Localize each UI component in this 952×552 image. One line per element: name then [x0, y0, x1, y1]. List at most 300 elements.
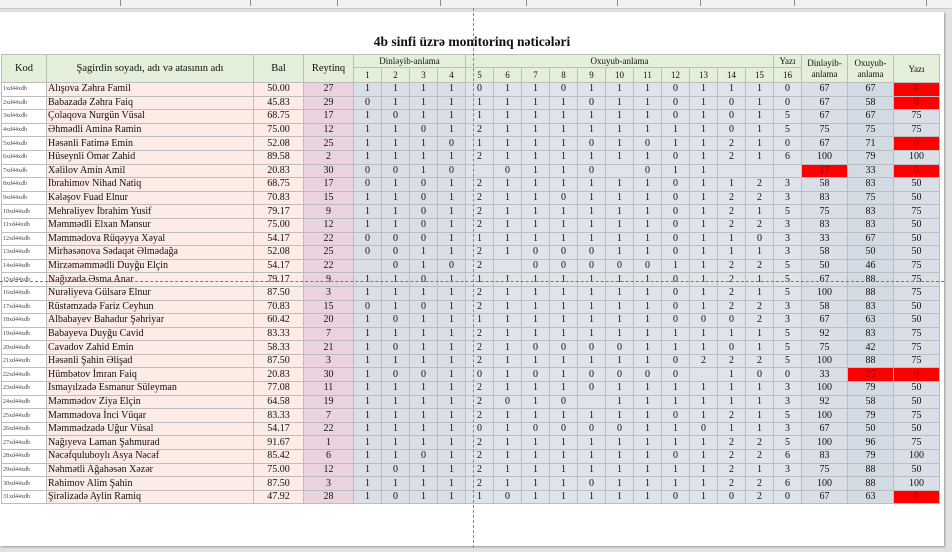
cell-question-3[interactable]: 0 — [410, 300, 438, 314]
cell-question-8[interactable]: 1 — [550, 110, 578, 124]
cell-question-10[interactable]: 0 — [606, 259, 634, 273]
cell-name[interactable]: Mirzəməmmədli Duyğu Elçin — [47, 259, 254, 273]
cell-question-14[interactable]: 1 — [718, 382, 746, 396]
cell-question-16[interactable]: 0 — [774, 368, 802, 382]
cell-kod[interactable]: 14xd44xdb — [2, 259, 47, 273]
cell-question-13[interactable]: 1 — [690, 382, 718, 396]
cell-question-11[interactable]: 1 — [634, 286, 662, 300]
cell-kod[interactable]: 24xd44xdb — [2, 395, 47, 409]
cell-reyting[interactable]: 11 — [304, 382, 354, 396]
cell-question-9[interactable]: 1 — [578, 490, 606, 504]
cell-reyting[interactable]: 12 — [304, 218, 354, 232]
cell-pct-reading[interactable]: 75 — [848, 123, 894, 137]
cell-name[interactable]: Hümbətov İmran Faiq — [47, 368, 254, 382]
cell-question-4[interactable]: 0 — [438, 137, 466, 151]
cell-kod[interactable]: 6xd44xdb — [2, 150, 47, 164]
cell-question-1[interactable]: 0 — [354, 246, 382, 260]
cell-kod[interactable]: 9xd44xdb — [2, 191, 47, 205]
header-question-11[interactable]: 11 — [634, 68, 662, 83]
cell-kod[interactable]: 25xd44xdb — [2, 409, 47, 423]
cell-question-1[interactable]: 1 — [354, 477, 382, 491]
cell-question-6[interactable]: 1 — [494, 218, 522, 232]
cell-pct-writing[interactable]: 0 — [894, 137, 940, 151]
cell-pct-reading[interactable]: 58 — [848, 395, 894, 409]
cell-question-10[interactable]: 1 — [606, 314, 634, 328]
cell-question-8[interactable]: 1 — [550, 178, 578, 192]
cell-name[interactable]: Şirəlizadə Aylin Ramiq — [47, 490, 254, 504]
cell-question-7[interactable]: 1 — [522, 150, 550, 164]
cell-question-7[interactable]: 1 — [522, 83, 550, 97]
cell-question-1[interactable]: 0 — [354, 232, 382, 246]
cell-question-4[interactable]: 1 — [438, 205, 466, 219]
cell-question-12[interactable]: 0 — [662, 368, 690, 382]
cell-pct-reading[interactable]: 46 — [848, 259, 894, 273]
cell-question-14[interactable]: 2 — [718, 300, 746, 314]
cell-question-11[interactable]: 1 — [634, 477, 662, 491]
cell-question-1[interactable]: 0 — [354, 164, 382, 178]
cell-question-5[interactable]: 2 — [466, 382, 494, 396]
cell-question-9[interactable]: 1 — [578, 286, 606, 300]
header-question-14[interactable]: 14 — [718, 68, 746, 83]
header-pct-reading[interactable]: Oxuyub-anlama — [848, 55, 894, 83]
cell-question-2[interactable]: 1 — [382, 382, 410, 396]
cell-kod[interactable]: 4xd44xdb — [2, 123, 47, 137]
cell-question-13[interactable]: 1 — [690, 327, 718, 341]
cell-question-12[interactable]: 1 — [662, 259, 690, 273]
cell-reyting[interactable]: 28 — [304, 490, 354, 504]
cell-question-3[interactable]: 1 — [410, 137, 438, 151]
cell-question-7[interactable]: 1 — [522, 218, 550, 232]
cell-question-8[interactable]: 1 — [550, 137, 578, 151]
cell-pct-writing[interactable]: 50 — [894, 300, 940, 314]
cell-question-4[interactable]: 1 — [438, 490, 466, 504]
cell-question-8[interactable]: 1 — [550, 368, 578, 382]
cell-question-14[interactable]: 2 — [718, 450, 746, 464]
cell-question-9[interactable]: 1 — [578, 110, 606, 124]
cell-question-3[interactable]: 1 — [410, 382, 438, 396]
cell-question-7[interactable]: 1 — [522, 463, 550, 477]
cell-question-14[interactable]: 2 — [718, 150, 746, 164]
cell-name[interactable]: Həsənli Fatimə Emin — [47, 137, 254, 151]
cell-pct-writing[interactable]: 75 — [894, 273, 940, 287]
cell-question-16[interactable]: 5 — [774, 205, 802, 219]
cell-question-6[interactable]: 1 — [494, 96, 522, 110]
cell-question-13[interactable]: 1 — [690, 191, 718, 205]
header-question-13[interactable]: 13 — [690, 68, 718, 83]
cell-pct-writing[interactable]: 50 — [894, 314, 940, 328]
cell-pct-writing[interactable]: 50 — [894, 232, 940, 246]
cell-question-12[interactable]: 1 — [662, 463, 690, 477]
cell-question-16[interactable]: 5 — [774, 354, 802, 368]
cell-question-9[interactable]: 0 — [578, 259, 606, 273]
cell-question-8[interactable]: 0 — [550, 246, 578, 260]
cell-pct-writing[interactable]: 100 — [894, 477, 940, 491]
cell-question-12[interactable]: 0 — [662, 314, 690, 328]
cell-pct-writing[interactable]: 75 — [894, 205, 940, 219]
cell-question-15[interactable]: 2 — [746, 259, 774, 273]
cell-question-8[interactable]: 1 — [550, 382, 578, 396]
cell-question-12[interactable]: 1 — [662, 164, 690, 178]
cell-question-5[interactable]: 2 — [466, 436, 494, 450]
cell-reyting[interactable]: 3 — [304, 286, 354, 300]
cell-pct-writing[interactable]: 0 — [894, 164, 940, 178]
cell-question-15[interactable]: 2 — [746, 178, 774, 192]
cell-question-7[interactable]: 1 — [522, 354, 550, 368]
cell-question-5[interactable]: 2 — [466, 286, 494, 300]
cell-pct-listening[interactable]: 100 — [802, 477, 848, 491]
cell-reyting[interactable]: 3 — [304, 354, 354, 368]
cell-name[interactable]: Kələşov Fuad Elnur — [47, 191, 254, 205]
cell-question-8[interactable]: 0 — [550, 341, 578, 355]
cell-question-13[interactable]: 1 — [690, 300, 718, 314]
cell-question-16[interactable]: 5 — [774, 409, 802, 423]
cell-pct-listening[interactable]: 75 — [802, 463, 848, 477]
cell-question-10[interactable]: 1 — [606, 436, 634, 450]
cell-question-1[interactable]: 0 — [354, 300, 382, 314]
cell-name[interactable]: Məmmədov Ziya Elçin — [47, 395, 254, 409]
cell-pct-writing[interactable]: 100 — [894, 450, 940, 464]
cell-question-13[interactable]: 1 — [690, 164, 718, 178]
cell-pct-listening[interactable]: 92 — [802, 327, 848, 341]
cell-question-11[interactable]: 1 — [634, 150, 662, 164]
cell-question-1[interactable]: 1 — [354, 463, 382, 477]
cell-question-8[interactable]: 1 — [550, 218, 578, 232]
cell-question-8[interactable]: 1 — [550, 409, 578, 423]
cell-question-15[interactable]: 2 — [746, 490, 774, 504]
cell-kod[interactable]: 29xd44xdb — [2, 463, 47, 477]
cell-question-10[interactable]: 1 — [606, 490, 634, 504]
cell-question-3[interactable]: 1 — [410, 150, 438, 164]
cell-question-10[interactable]: 1 — [606, 246, 634, 260]
cell-question-12[interactable]: 0 — [662, 490, 690, 504]
cell-kod[interactable]: 17xd44xdb — [2, 300, 47, 314]
cell-question-4[interactable]: 1 — [438, 450, 466, 464]
cell-question-9[interactable]: 1 — [578, 327, 606, 341]
cell-name[interactable]: Nəhmətli Ağahəsən Xəzər — [47, 463, 254, 477]
cell-question-1[interactable]: 1 — [354, 137, 382, 151]
cell-question-8[interactable]: 1 — [550, 164, 578, 178]
cell-question-10[interactable]: 1 — [606, 205, 634, 219]
header-group-listening[interactable]: Dinləyib-anlama — [354, 55, 466, 68]
cell-pct-writing[interactable]: 0 — [894, 83, 940, 97]
cell-question-9[interactable]: 1 — [578, 83, 606, 97]
cell-question-5[interactable]: 2 — [466, 191, 494, 205]
cell-question-7[interactable]: 1 — [522, 178, 550, 192]
cell-question-6[interactable]: 1 — [494, 477, 522, 491]
cell-question-3[interactable]: 0 — [410, 205, 438, 219]
cell-question-7[interactable]: 1 — [522, 490, 550, 504]
cell-reyting[interactable]: 17 — [304, 178, 354, 192]
cell-question-2[interactable]: 1 — [382, 450, 410, 464]
cell-name[interactable]: Nəcəfquluboylı Asya Nəcəf — [47, 450, 254, 464]
cell-question-7[interactable]: 1 — [522, 96, 550, 110]
cell-question-15[interactable]: 1 — [746, 395, 774, 409]
cell-question-10[interactable]: 1 — [606, 83, 634, 97]
cell-pct-writing[interactable]: 100 — [894, 150, 940, 164]
cell-question-6[interactable]: 1 — [494, 422, 522, 436]
cell-name[interactable]: Nağıyeva Laman Şahmurad — [47, 436, 254, 450]
cell-question-16[interactable]: 3 — [774, 191, 802, 205]
cell-question-11[interactable]: 1 — [634, 463, 662, 477]
cell-question-4[interactable]: 1 — [438, 436, 466, 450]
cell-question-7[interactable]: 1 — [522, 110, 550, 124]
cell-question-13[interactable]: 1 — [690, 450, 718, 464]
cell-question-10[interactable]: 1 — [606, 191, 634, 205]
cell-question-16[interactable]: 3 — [774, 246, 802, 260]
cell-bal[interactable]: 77.08 — [254, 382, 304, 396]
header-question-9[interactable]: 9 — [578, 68, 606, 83]
cell-question-3[interactable]: 1 — [410, 83, 438, 97]
cell-question-14[interactable]: 1 — [718, 368, 746, 382]
cell-question-12[interactable]: 0 — [662, 409, 690, 423]
cell-question-4[interactable]: 1 — [438, 395, 466, 409]
cell-question-2[interactable]: 0 — [382, 341, 410, 355]
cell-pct-writing[interactable]: 50 — [894, 463, 940, 477]
cell-pct-reading[interactable]: 96 — [848, 436, 894, 450]
cell-pct-writing[interactable]: 75 — [894, 436, 940, 450]
cell-kod[interactable]: 31xd44xdb — [2, 490, 47, 504]
cell-pct-reading[interactable]: 88 — [848, 286, 894, 300]
cell-question-11[interactable]: 1 — [634, 246, 662, 260]
cell-question-3[interactable]: 1 — [410, 286, 438, 300]
cell-question-2[interactable]: 1 — [382, 123, 410, 137]
cell-question-9[interactable]: 1 — [578, 450, 606, 464]
cell-pct-reading[interactable]: 63 — [848, 314, 894, 328]
cell-question-4[interactable]: 1 — [438, 246, 466, 260]
cell-pct-reading[interactable]: 33 — [848, 164, 894, 178]
cell-question-5[interactable]: 2 — [466, 150, 494, 164]
cell-question-11[interactable]: 1 — [634, 218, 662, 232]
cell-pct-reading[interactable]: 88 — [848, 354, 894, 368]
cell-bal[interactable]: 70.83 — [254, 300, 304, 314]
cell-question-15[interactable]: 1 — [746, 273, 774, 287]
cell-question-16[interactable]: 0 — [774, 490, 802, 504]
cell-question-4[interactable]: 1 — [438, 300, 466, 314]
cell-question-14[interactable]: 2 — [718, 436, 746, 450]
cell-question-3[interactable]: 0 — [410, 123, 438, 137]
cell-question-7[interactable]: 1 — [522, 205, 550, 219]
cell-question-10[interactable]: 1 — [606, 286, 634, 300]
cell-pct-listening[interactable]: 58 — [802, 178, 848, 192]
cell-question-5[interactable]: 1 — [466, 273, 494, 287]
cell-question-5[interactable]: 2 — [466, 450, 494, 464]
cell-pct-listening[interactable]: 33 — [802, 232, 848, 246]
cell-pct-listening[interactable]: 100 — [802, 409, 848, 423]
cell-question-9[interactable]: 1 — [578, 218, 606, 232]
cell-question-11[interactable]: 1 — [634, 327, 662, 341]
cell-name[interactable]: Çolaqova Nurgün Vüsal — [47, 110, 254, 124]
cell-question-6[interactable]: 0 — [494, 490, 522, 504]
cell-question-8[interactable]: 1 — [550, 286, 578, 300]
cell-question-10[interactable]: 1 — [606, 123, 634, 137]
header-question-3[interactable]: 3 — [410, 68, 438, 83]
cell-name[interactable]: İbrahimov Nihad Natiq — [47, 178, 254, 192]
cell-question-11[interactable]: 1 — [634, 450, 662, 464]
cell-name[interactable]: Həsənli Şahin Əlişad — [47, 354, 254, 368]
header-reyting[interactable]: Reytinq — [304, 55, 354, 83]
cell-question-10[interactable]: 1 — [606, 450, 634, 464]
cell-question-1[interactable] — [354, 259, 382, 273]
cell-question-13[interactable]: 1 — [690, 178, 718, 192]
cell-pct-reading[interactable]: 83 — [848, 178, 894, 192]
cell-question-7[interactable]: 1 — [522, 164, 550, 178]
cell-kod[interactable]: 23xd44xdb — [2, 382, 47, 396]
cell-question-14[interactable]: 2 — [718, 477, 746, 491]
cell-kod[interactable]: 16xd44xdb — [2, 286, 47, 300]
cell-question-3[interactable]: 0 — [410, 232, 438, 246]
cell-question-2[interactable]: 0 — [382, 490, 410, 504]
cell-question-13[interactable]: 1 — [690, 463, 718, 477]
cell-question-1[interactable]: 1 — [354, 490, 382, 504]
header-group-writing[interactable]: Yazı — [774, 55, 802, 68]
cell-reyting[interactable]: 9 — [304, 273, 354, 287]
cell-question-4[interactable]: 1 — [438, 463, 466, 477]
cell-pct-writing[interactable]: 75 — [894, 123, 940, 137]
cell-question-1[interactable]: 1 — [354, 110, 382, 124]
cell-pct-reading[interactable]: 67 — [848, 83, 894, 97]
cell-question-8[interactable]: 1 — [550, 354, 578, 368]
cell-reyting[interactable]: 7 — [304, 327, 354, 341]
cell-question-16[interactable]: 5 — [774, 327, 802, 341]
cell-name[interactable]: Məmmədzadə Uğur Vüsal — [47, 422, 254, 436]
cell-question-4[interactable]: 1 — [438, 150, 466, 164]
cell-bal[interactable]: 87.50 — [254, 354, 304, 368]
cell-bal[interactable]: 54.17 — [254, 232, 304, 246]
cell-pct-listening[interactable]: 83 — [802, 191, 848, 205]
cell-question-8[interactable]: 1 — [550, 436, 578, 450]
cell-question-3[interactable]: 1 — [410, 490, 438, 504]
cell-question-2[interactable]: 0 — [382, 164, 410, 178]
cell-question-8[interactable]: 1 — [550, 450, 578, 464]
cell-kod[interactable]: 22xd44xdb — [2, 368, 47, 382]
cell-reyting[interactable]: 15 — [304, 300, 354, 314]
cell-question-3[interactable]: 0 — [410, 178, 438, 192]
cell-question-15[interactable]: 1 — [746, 327, 774, 341]
cell-pct-writing[interactable]: 50 — [894, 395, 940, 409]
cell-question-10[interactable]: 1 — [606, 178, 634, 192]
cell-question-8[interactable]: 1 — [550, 123, 578, 137]
cell-pct-listening[interactable]: 92 — [802, 395, 848, 409]
cell-question-10[interactable]: 0 — [606, 341, 634, 355]
cell-question-7[interactable]: 1 — [522, 137, 550, 151]
cell-question-16[interactable]: 3 — [774, 395, 802, 409]
cell-question-16[interactable]: 5 — [774, 123, 802, 137]
cell-question-7[interactable]: 0 — [522, 341, 550, 355]
cell-question-4[interactable]: 0 — [438, 259, 466, 273]
cell-pct-listening[interactable]: 75 — [802, 341, 848, 355]
cell-bal[interactable]: 87.50 — [254, 477, 304, 491]
cell-question-2[interactable]: 1 — [382, 218, 410, 232]
cell-question-7[interactable]: 0 — [522, 246, 550, 260]
cell-question-15[interactable]: 1 — [746, 409, 774, 423]
cell-question-5[interactable]: 2 — [466, 300, 494, 314]
cell-question-3[interactable]: 0 — [410, 450, 438, 464]
cell-reyting[interactable]: 6 — [304, 450, 354, 464]
cell-question-1[interactable]: 1 — [354, 409, 382, 423]
cell-question-11[interactable]: 1 — [634, 409, 662, 423]
cell-question-10[interactable] — [606, 164, 634, 178]
cell-pct-writing[interactable]: 75 — [894, 110, 940, 124]
cell-question-11[interactable]: 1 — [634, 191, 662, 205]
cell-question-9[interactable]: 1 — [578, 436, 606, 450]
header-question-12[interactable]: 12 — [662, 68, 690, 83]
cell-pct-writing[interactable]: 75 — [894, 409, 940, 423]
cell-question-13[interactable]: 1 — [690, 110, 718, 124]
cell-question-14[interactable]: 0 — [718, 314, 746, 328]
cell-question-6[interactable]: 1 — [494, 83, 522, 97]
cell-pct-writing[interactable]: 50 — [894, 191, 940, 205]
cell-question-11[interactable]: 0 — [634, 164, 662, 178]
cell-kod[interactable]: 18xd44xdb — [2, 314, 47, 328]
cell-question-2[interactable]: 1 — [382, 83, 410, 97]
cell-pct-writing[interactable]: 75 — [894, 259, 940, 273]
cell-question-15[interactable]: 1 — [746, 463, 774, 477]
cell-name[interactable]: Əhmədli Aminə Ramin — [47, 123, 254, 137]
cell-kod[interactable]: 15xd44xdb — [2, 273, 47, 287]
cell-bal[interactable]: 58.33 — [254, 341, 304, 355]
cell-pct-reading[interactable]: 79 — [848, 450, 894, 464]
cell-question-7[interactable]: 1 — [522, 477, 550, 491]
cell-pct-reading[interactable]: 88 — [848, 463, 894, 477]
cell-question-11[interactable]: 1 — [634, 490, 662, 504]
cell-question-16[interactable]: 5 — [774, 341, 802, 355]
cell-question-7[interactable]: 1 — [522, 286, 550, 300]
cell-question-4[interactable]: 1 — [438, 286, 466, 300]
cell-question-4[interactable]: 1 — [438, 232, 466, 246]
cell-pct-listening[interactable]: 50 — [802, 259, 848, 273]
cell-question-11[interactable]: 1 — [634, 273, 662, 287]
cell-bal[interactable]: 54.17 — [254, 259, 304, 273]
cell-question-6[interactable]: 1 — [494, 463, 522, 477]
cell-question-12[interactable]: 1 — [662, 341, 690, 355]
cell-bal[interactable]: 87.50 — [254, 286, 304, 300]
cell-bal[interactable]: 75.00 — [254, 463, 304, 477]
cell-question-13[interactable]: 1 — [690, 83, 718, 97]
cell-question-13[interactable]: 1 — [690, 477, 718, 491]
cell-question-4[interactable]: 1 — [438, 314, 466, 328]
cell-question-5[interactable]: 2 — [466, 259, 494, 273]
cell-question-11[interactable]: 1 — [634, 354, 662, 368]
cell-question-16[interactable]: 6 — [774, 450, 802, 464]
cell-question-5[interactable]: 2 — [466, 123, 494, 137]
cell-kod[interactable]: 11xd44xdb — [2, 218, 47, 232]
cell-question-16[interactable]: 5 — [774, 273, 802, 287]
cell-question-16[interactable]: 0 — [774, 137, 802, 151]
cell-question-3[interactable]: 1 — [410, 463, 438, 477]
cell-question-15[interactable]: 1 — [746, 123, 774, 137]
cell-question-9[interactable]: 1 — [578, 354, 606, 368]
cell-pct-reading[interactable]: 42 — [848, 341, 894, 355]
cell-question-12[interactable]: 0 — [662, 450, 690, 464]
cell-question-6[interactable]: 1 — [494, 382, 522, 396]
cell-question-2[interactable]: 1 — [382, 422, 410, 436]
cell-question-13[interactable]: 1 — [690, 259, 718, 273]
cell-question-10[interactable]: 1 — [606, 477, 634, 491]
cell-question-4[interactable]: 1 — [438, 477, 466, 491]
cell-question-3[interactable]: 1 — [410, 477, 438, 491]
cell-pct-writing[interactable]: 0 — [894, 368, 940, 382]
cell-question-3[interactable]: 1 — [410, 436, 438, 450]
cell-question-10[interactable]: 1 — [606, 137, 634, 151]
cell-question-15[interactable]: 2 — [746, 436, 774, 450]
cell-pct-writing[interactable]: 0 — [894, 490, 940, 504]
cell-question-5[interactable]: 2 — [466, 218, 494, 232]
cell-question-10[interactable]: 1 — [606, 232, 634, 246]
cell-question-6[interactable]: 1 — [494, 205, 522, 219]
cell-question-15[interactable]: 2 — [746, 191, 774, 205]
cell-question-7[interactable]: 1 — [522, 382, 550, 396]
cell-question-2[interactable]: 1 — [382, 150, 410, 164]
